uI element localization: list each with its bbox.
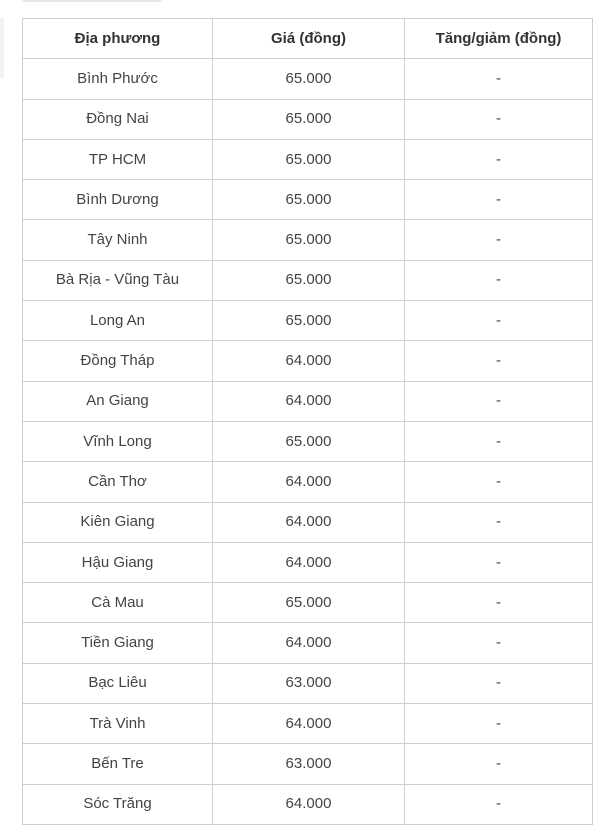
price-table: [22, 18, 593, 825]
table-row: [23, 502, 593, 542]
table-row: [23, 220, 593, 260]
cell-change: -: [405, 623, 593, 663]
cell-change: -: [405, 421, 593, 461]
cell-region: Sóc Trăng: [23, 784, 213, 824]
table-row: [23, 59, 593, 99]
header-price: Giá (đồng): [213, 19, 405, 59]
table-row: [23, 663, 593, 703]
cell-price: 64.000: [213, 542, 405, 582]
cell-region: Tây Ninh: [23, 220, 213, 260]
table-row: [23, 744, 593, 784]
header-region: Địa phương: [23, 19, 213, 59]
cell-price: 64.000: [213, 341, 405, 381]
cell-price: 64.000: [213, 784, 405, 824]
cell-region: Bình Phước: [23, 59, 213, 99]
cell-region: Cần Thơ: [23, 462, 213, 502]
cell-price: 65.000: [213, 301, 405, 341]
cell-region: Đồng Nai: [23, 99, 213, 139]
cell-change: -: [405, 381, 593, 421]
cell-change: -: [405, 180, 593, 220]
cell-price: 65.000: [213, 260, 405, 300]
header-row: [23, 19, 593, 59]
table-row: [23, 301, 593, 341]
cell-price: 63.000: [213, 663, 405, 703]
cell-region: Kiên Giang: [23, 502, 213, 542]
cell-change: -: [405, 99, 593, 139]
cell-change: -: [405, 220, 593, 260]
cell-price: 64.000: [213, 623, 405, 663]
cell-region: Bạc Liêu: [23, 663, 213, 703]
cell-region: Bến Tre: [23, 744, 213, 784]
table-row: [23, 623, 593, 663]
table-row: [23, 704, 593, 744]
cell-price: 64.000: [213, 704, 405, 744]
cell-change: -: [405, 663, 593, 703]
cell-change: -: [405, 704, 593, 744]
cell-change: -: [405, 784, 593, 824]
table-row: [23, 381, 593, 421]
cell-region: Bà Rịa - Vũng Tàu: [23, 260, 213, 300]
table-row: [23, 341, 593, 381]
cell-price: 63.000: [213, 744, 405, 784]
cell-region: Long An: [23, 301, 213, 341]
cell-region: An Giang: [23, 381, 213, 421]
cell-change: -: [405, 301, 593, 341]
cell-region: Hậu Giang: [23, 542, 213, 582]
cell-change: -: [405, 583, 593, 623]
header-change: Tăng/giảm (đồng): [405, 19, 593, 59]
cell-price: 65.000: [213, 220, 405, 260]
cell-price: 64.000: [213, 502, 405, 542]
cell-change: -: [405, 260, 593, 300]
cell-change: -: [405, 744, 593, 784]
table-row: [23, 421, 593, 461]
cell-region: Đồng Tháp: [23, 341, 213, 381]
cell-price: 65.000: [213, 99, 405, 139]
table-row: [23, 583, 593, 623]
cell-price: 65.000: [213, 139, 405, 179]
table-body: [23, 59, 593, 825]
cell-price: 65.000: [213, 180, 405, 220]
table-row: [23, 260, 593, 300]
cell-region: Cà Mau: [23, 583, 213, 623]
table-header: [23, 19, 593, 59]
table-row: [23, 99, 593, 139]
cell-change: -: [405, 462, 593, 502]
cell-change: -: [405, 139, 593, 179]
cell-change: -: [405, 502, 593, 542]
cell-change: -: [405, 542, 593, 582]
cell-price: 64.000: [213, 381, 405, 421]
cell-change: -: [405, 59, 593, 99]
cell-price: 64.000: [213, 462, 405, 502]
cell-region: Tiền Giang: [23, 623, 213, 663]
cropped-caption-area: [0, 0, 611, 18]
table-row: [23, 462, 593, 502]
cell-region: Trà Vinh: [23, 704, 213, 744]
table-row: [23, 139, 593, 179]
cell-change: -: [405, 341, 593, 381]
cropped-caption-remnant: [22, 0, 162, 2]
cell-price: 65.000: [213, 59, 405, 99]
left-edge-remnant: [0, 18, 4, 78]
cell-price: 65.000: [213, 421, 405, 461]
cell-region: Bình Dương: [23, 180, 213, 220]
table-row: [23, 542, 593, 582]
table-row: [23, 784, 593, 824]
table-row: [23, 180, 593, 220]
cell-region: Vĩnh Long: [23, 421, 213, 461]
cell-price: 65.000: [213, 583, 405, 623]
cell-region: TP HCM: [23, 139, 213, 179]
